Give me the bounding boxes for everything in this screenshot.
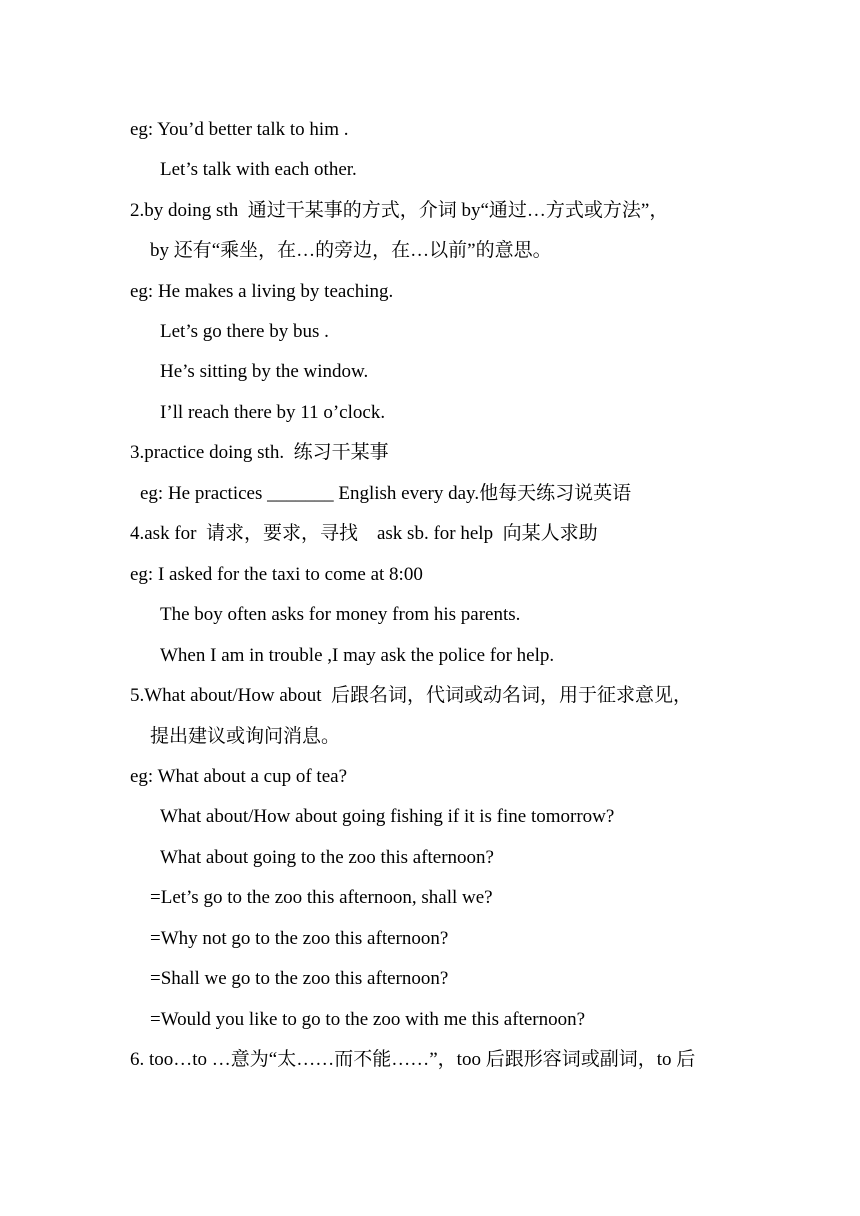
text-line: =Would you like to go to the zoo with me this afternoon? — [150, 1009, 586, 1030]
text-line: Let’s go there by bus . — [160, 321, 329, 342]
text-line: 2.by doing sth 通过干某事的方式，介词 by“通过…方式或方法”， — [130, 200, 669, 221]
text-line: When I am in trouble ,I may ask the police for help. — [160, 645, 555, 666]
text-line: The boy often asks for money from his parents. — [160, 604, 521, 625]
text-line: 3.practice doing sth. 练习干某事 — [130, 442, 389, 463]
text-line: =Let’s go to the zoo this afternoon, shall we? — [150, 887, 493, 908]
text-line: What about going to the zoo this afternoon? — [160, 847, 494, 868]
text-line: I’ll reach there by 11 o’clock. — [160, 402, 386, 423]
text-line: 5.What about/How about 后跟名词，代词或动名词，用于征求意见， — [130, 685, 693, 706]
text-line: 4.ask for 请求，要求，寻找 ask sb. for help 向某人求助 — [130, 523, 598, 544]
text-line: by 还有“乘坐，在…的旁边，在…以前”的意思。 — [150, 240, 552, 261]
text-line: 提出建议或询问消息。 — [150, 726, 341, 747]
text-line: Let’s talk with each other. — [160, 159, 357, 180]
text-line: eg: What about a cup of tea? — [130, 766, 347, 787]
text-line: eg: He practices _______ English every day.他每天练习说英语 — [140, 483, 632, 504]
text-line: He’s sitting by the window. — [160, 361, 369, 382]
text-line: eg: He makes a living by teaching. — [130, 281, 394, 302]
text-line: eg: You’d better talk to him . — [130, 119, 349, 140]
text-line: =Why not go to the zoo this afternoon? — [150, 928, 449, 949]
text-line: What about/How about going fishing if it is fine tomorrow? — [160, 806, 615, 827]
text-line: 6. too…to …意为“太……而不能……”，too 后跟形容词或副词，to 后 — [130, 1049, 696, 1070]
text-line: eg: I asked for the taxi to come at 8:00 — [130, 564, 423, 585]
text-line: =Shall we go to the zoo this afternoon? — [150, 968, 449, 989]
